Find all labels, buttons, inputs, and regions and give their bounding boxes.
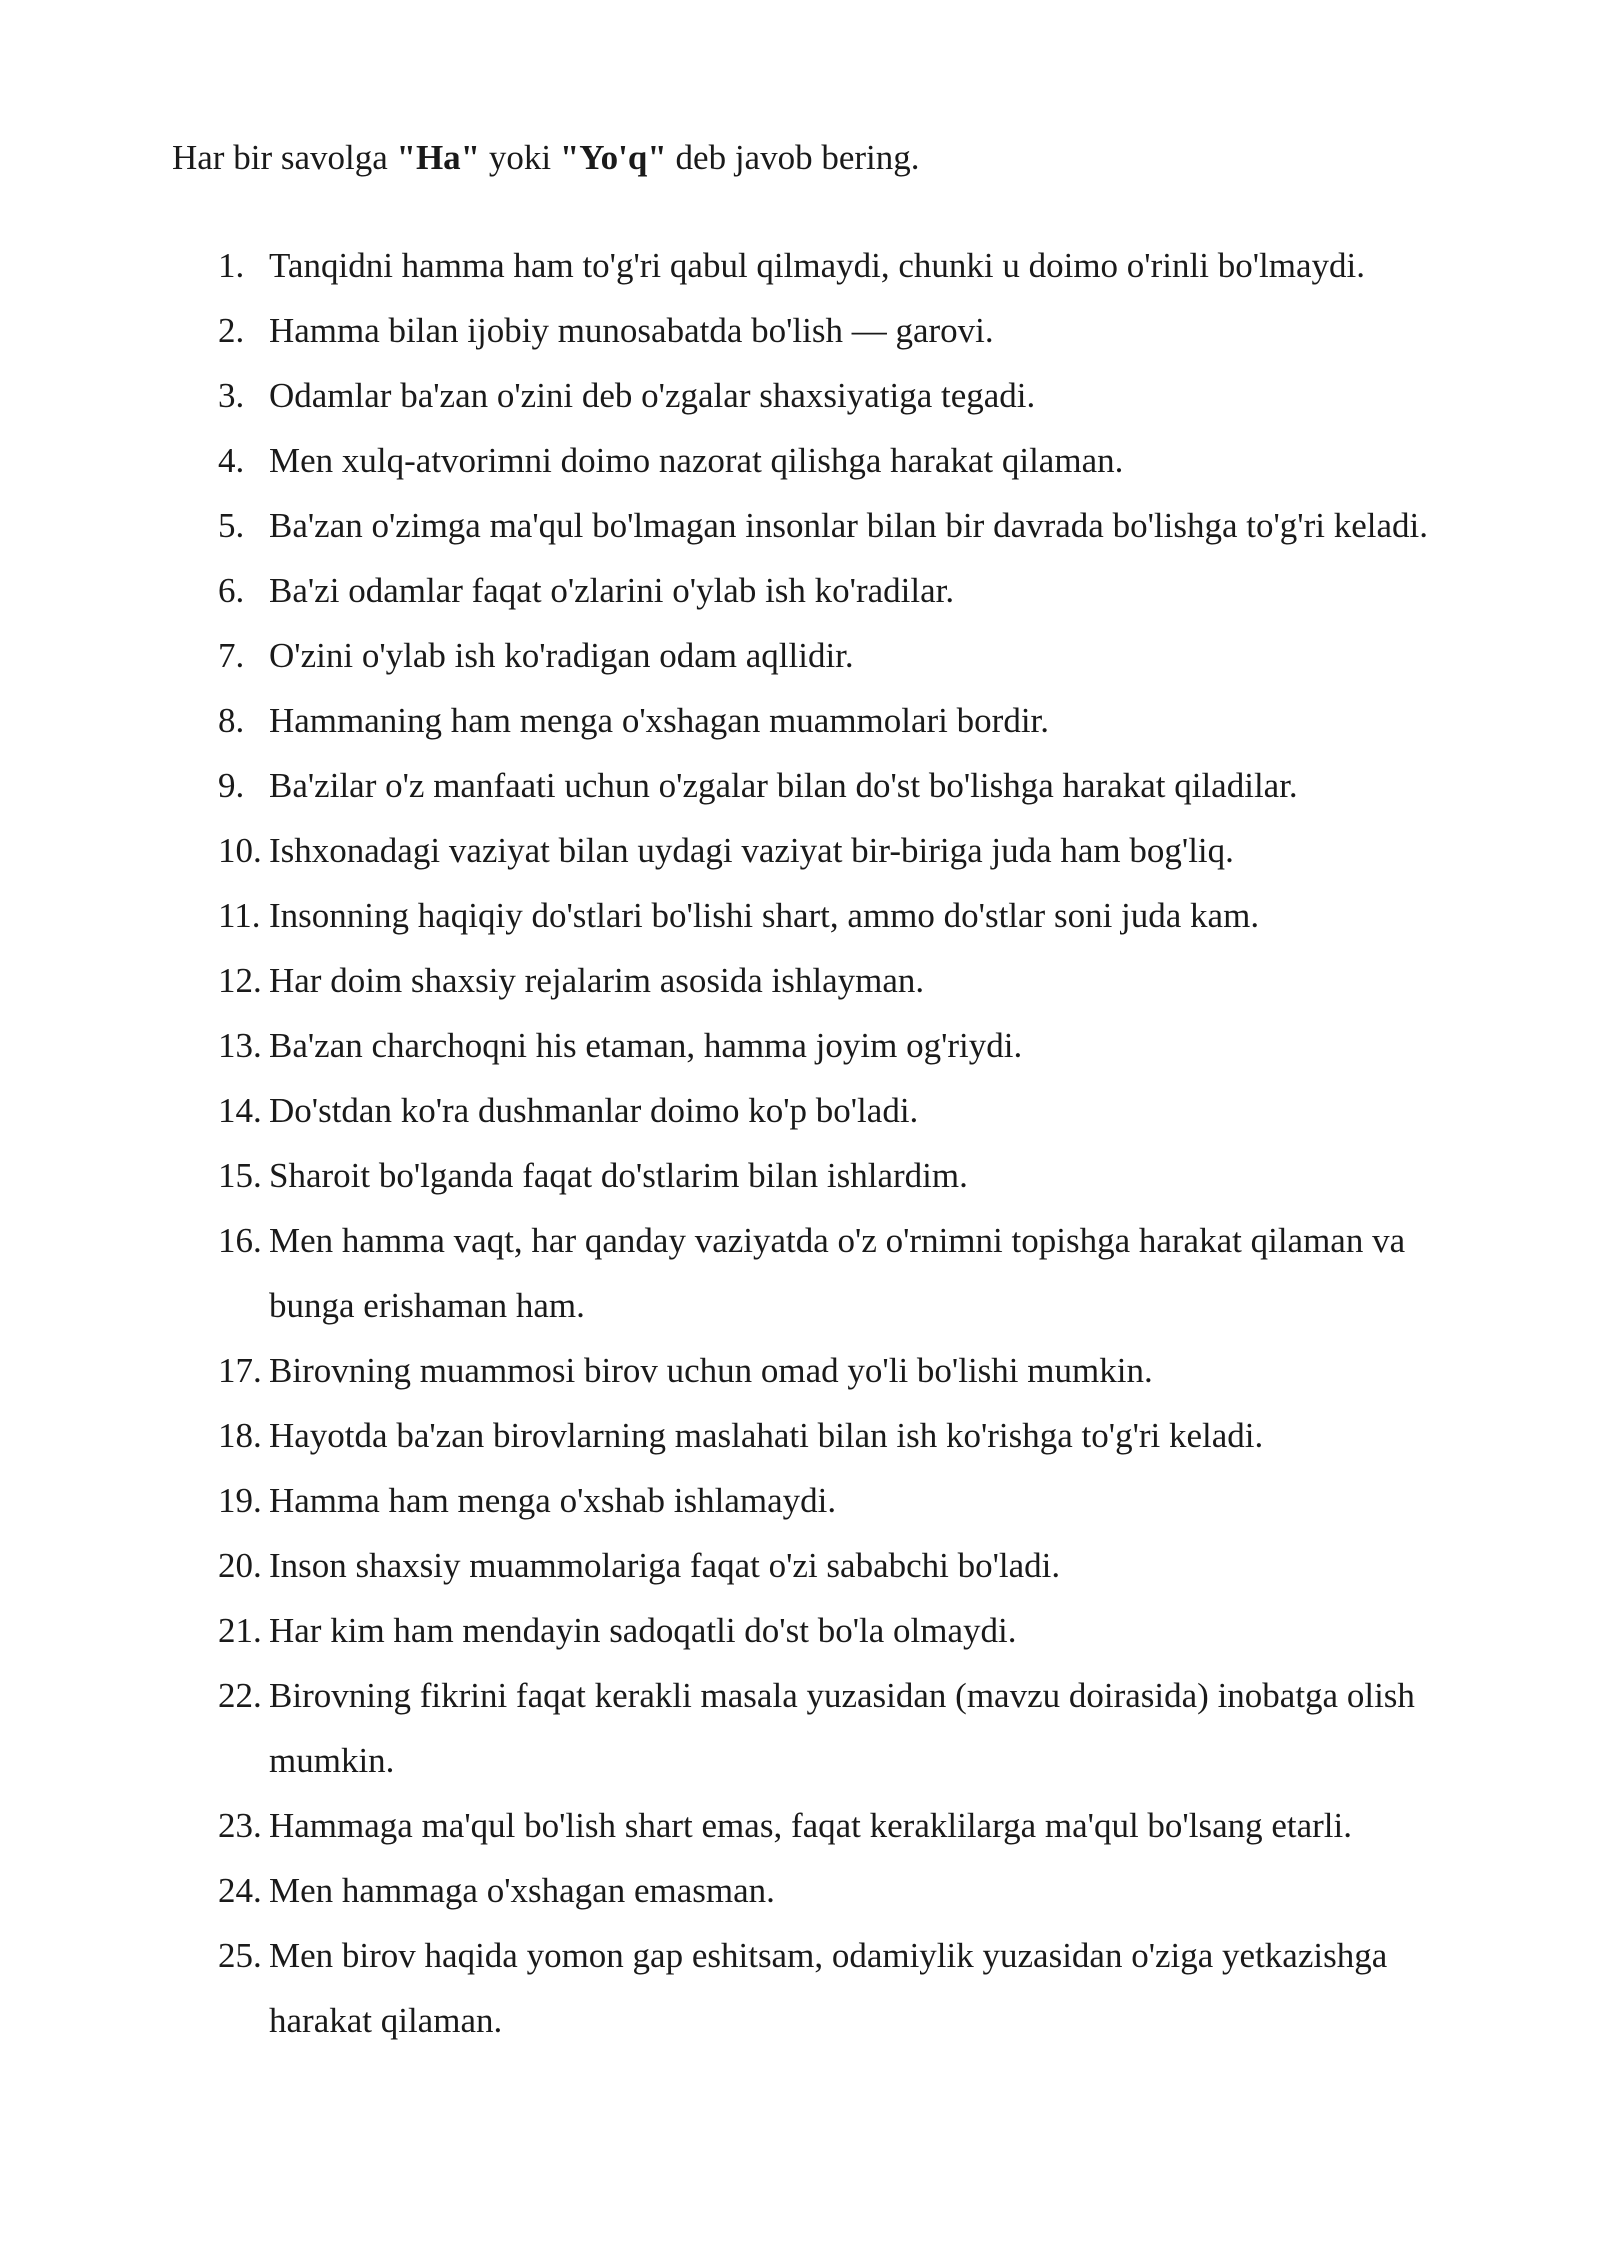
question-number: 10.	[218, 831, 262, 870]
question-item	[0, 1143, 1600, 1208]
question-text: Ba'zi odamlar faqat o'zlarini o'ylab ish ko'radilar.	[269, 571, 955, 610]
question-item	[0, 1403, 1600, 1468]
question-text: Inson shaxsiy muammolariga faqat o'zi sababchi bo'ladi.	[269, 1546, 1061, 1585]
question-number: 8.	[218, 701, 245, 740]
question-number: 24.	[218, 1871, 262, 1910]
question-number: 5.	[218, 506, 245, 545]
question-text: Do'stdan ko'ra dushmanlar doimo ko'p bo'ladi.	[269, 1091, 919, 1130]
question-item	[0, 1208, 1600, 1338]
question-number: 17.	[218, 1351, 262, 1390]
question-item	[0, 818, 1600, 883]
question-item	[0, 1078, 1600, 1143]
question-number: 7.	[218, 636, 245, 675]
question-text: Hamma bilan ijobiy munosabatda bo'lish — garovi.	[269, 311, 994, 350]
question-text: Insonning haqiqiy do'stlari bo'lishi shart, ammo do'stlar soni juda kam.	[269, 896, 1260, 935]
question-item	[0, 493, 1600, 558]
question-text: Sharoit bo'lganda faqat do'stlarim bilan ishlardim.	[269, 1156, 968, 1195]
question-item	[0, 1663, 1600, 1793]
question-item	[0, 883, 1600, 948]
instruction-middle: yoki	[480, 138, 560, 177]
question-item	[0, 1858, 1600, 1923]
question-text: Hayotda ba'zan birovlarning maslahati bilan ish ko'rishga to'g'ri keladi.	[269, 1416, 1264, 1455]
question-number: 3.	[218, 376, 245, 415]
question-item	[0, 1923, 1600, 2053]
question-text: Ba'zan charchoqni his etaman, hamma joyim og'riydi.	[269, 1026, 1023, 1065]
instruction-yes-word: "Ha"	[396, 138, 481, 177]
question-item	[0, 1013, 1600, 1078]
question-text: Ba'zilar o'z manfaati uchun o'zgalar bilan do'st bo'lishga harakat qiladilar.	[269, 766, 1298, 805]
question-number: 16.	[218, 1221, 262, 1260]
question-text: Har doim shaxsiy rejalarim asosida ishlayman.	[269, 961, 925, 1000]
question-number: 11.	[218, 896, 261, 935]
question-number: 2.	[218, 311, 245, 350]
question-text: Ba'zan o'zimga ma'qul bo'lmagan insonlar bilan bir davrada bo'lishga to'g'ri keladi.	[269, 506, 1428, 545]
question-number: 6.	[218, 571, 245, 610]
question-item	[0, 558, 1600, 623]
question-text: Hammaga ma'qul bo'lish shart emas, faqat keraklilarga ma'qul bo'lsang etarli.	[269, 1806, 1353, 1845]
question-text: Birovning muammosi birov uchun omad yo'li bo'lishi mumkin.	[269, 1351, 1153, 1390]
question-number: 1.	[218, 246, 245, 285]
question-text: Men hamma vaqt, har qanday vaziyatda o'z o'rnimni topishga harakat qilaman va bunga erishaman ham.	[269, 1221, 1406, 1325]
question-number: 23.	[218, 1806, 262, 1845]
instruction-suffix: deb javob bering.	[666, 138, 920, 177]
question-item	[0, 688, 1600, 753]
question-number: 14.	[218, 1091, 262, 1130]
question-text: Hamma ham menga o'xshab ishlamaydi.	[269, 1481, 837, 1520]
question-text: Odamlar ba'zan o'zini deb o'zgalar shaxsiyatiga tegadi.	[269, 376, 1036, 415]
question-text: Hammaning ham menga o'xshagan muammolari bordir.	[269, 701, 1050, 740]
question-text: Men xulq-atvorimni doimo nazorat qilishga harakat qilaman.	[269, 441, 1124, 480]
instruction-text	[172, 128, 920, 188]
question-text: Har kim ham mendayin sadoqatli do'st bo'la olmaydi.	[269, 1611, 1017, 1650]
question-number: 21.	[218, 1611, 262, 1650]
question-item	[0, 948, 1600, 1013]
question-text: Ishxonadagi vaziyat bilan uydagi vaziyat bir-biriga juda ham bog'liq.	[269, 831, 1234, 870]
question-item	[0, 753, 1600, 818]
question-item	[0, 233, 1600, 298]
question-number: 25.	[218, 1936, 262, 1975]
question-number: 13.	[218, 1026, 262, 1065]
question-number: 12.	[218, 961, 262, 1000]
question-text: O'zini o'ylab ish ko'radigan odam aqllidir.	[269, 636, 854, 675]
question-text: Men hammaga o'xshagan emasman.	[269, 1871, 775, 1910]
question-number: 22.	[218, 1676, 262, 1715]
question-text: Men birov haqida yomon gap eshitsam, odamiylik yuzasidan o'ziga yetkazishga harakat qilaman.	[269, 1936, 1388, 2040]
instruction-no-word: "Yo'q"	[559, 138, 667, 177]
instruction-prefix: Har bir savolga	[172, 138, 397, 177]
question-number: 15.	[218, 1156, 262, 1195]
question-item	[0, 1468, 1600, 1533]
question-item	[0, 1533, 1600, 1598]
question-text: Tanqidni hamma ham to'g'ri qabul qilmaydi, chunki u doimo o'rinli bo'lmaydi.	[269, 246, 1365, 285]
question-number: 20.	[218, 1546, 262, 1585]
question-item	[0, 623, 1600, 688]
question-number: 9.	[218, 766, 245, 805]
question-text: Birovning fikrini faqat kerakli masala yuzasidan (mavzu doirasida) inobatga olish mumkin.	[269, 1676, 1415, 1780]
question-item	[0, 363, 1600, 428]
question-item	[0, 1793, 1600, 1858]
question-item	[0, 1598, 1600, 1663]
question-number: 4.	[218, 441, 245, 480]
question-item	[0, 298, 1600, 363]
question-number: 19.	[218, 1481, 262, 1520]
question-item	[0, 428, 1600, 493]
question-list	[0, 233, 1600, 2053]
question-number: 18.	[218, 1416, 262, 1455]
question-item	[0, 1338, 1600, 1403]
